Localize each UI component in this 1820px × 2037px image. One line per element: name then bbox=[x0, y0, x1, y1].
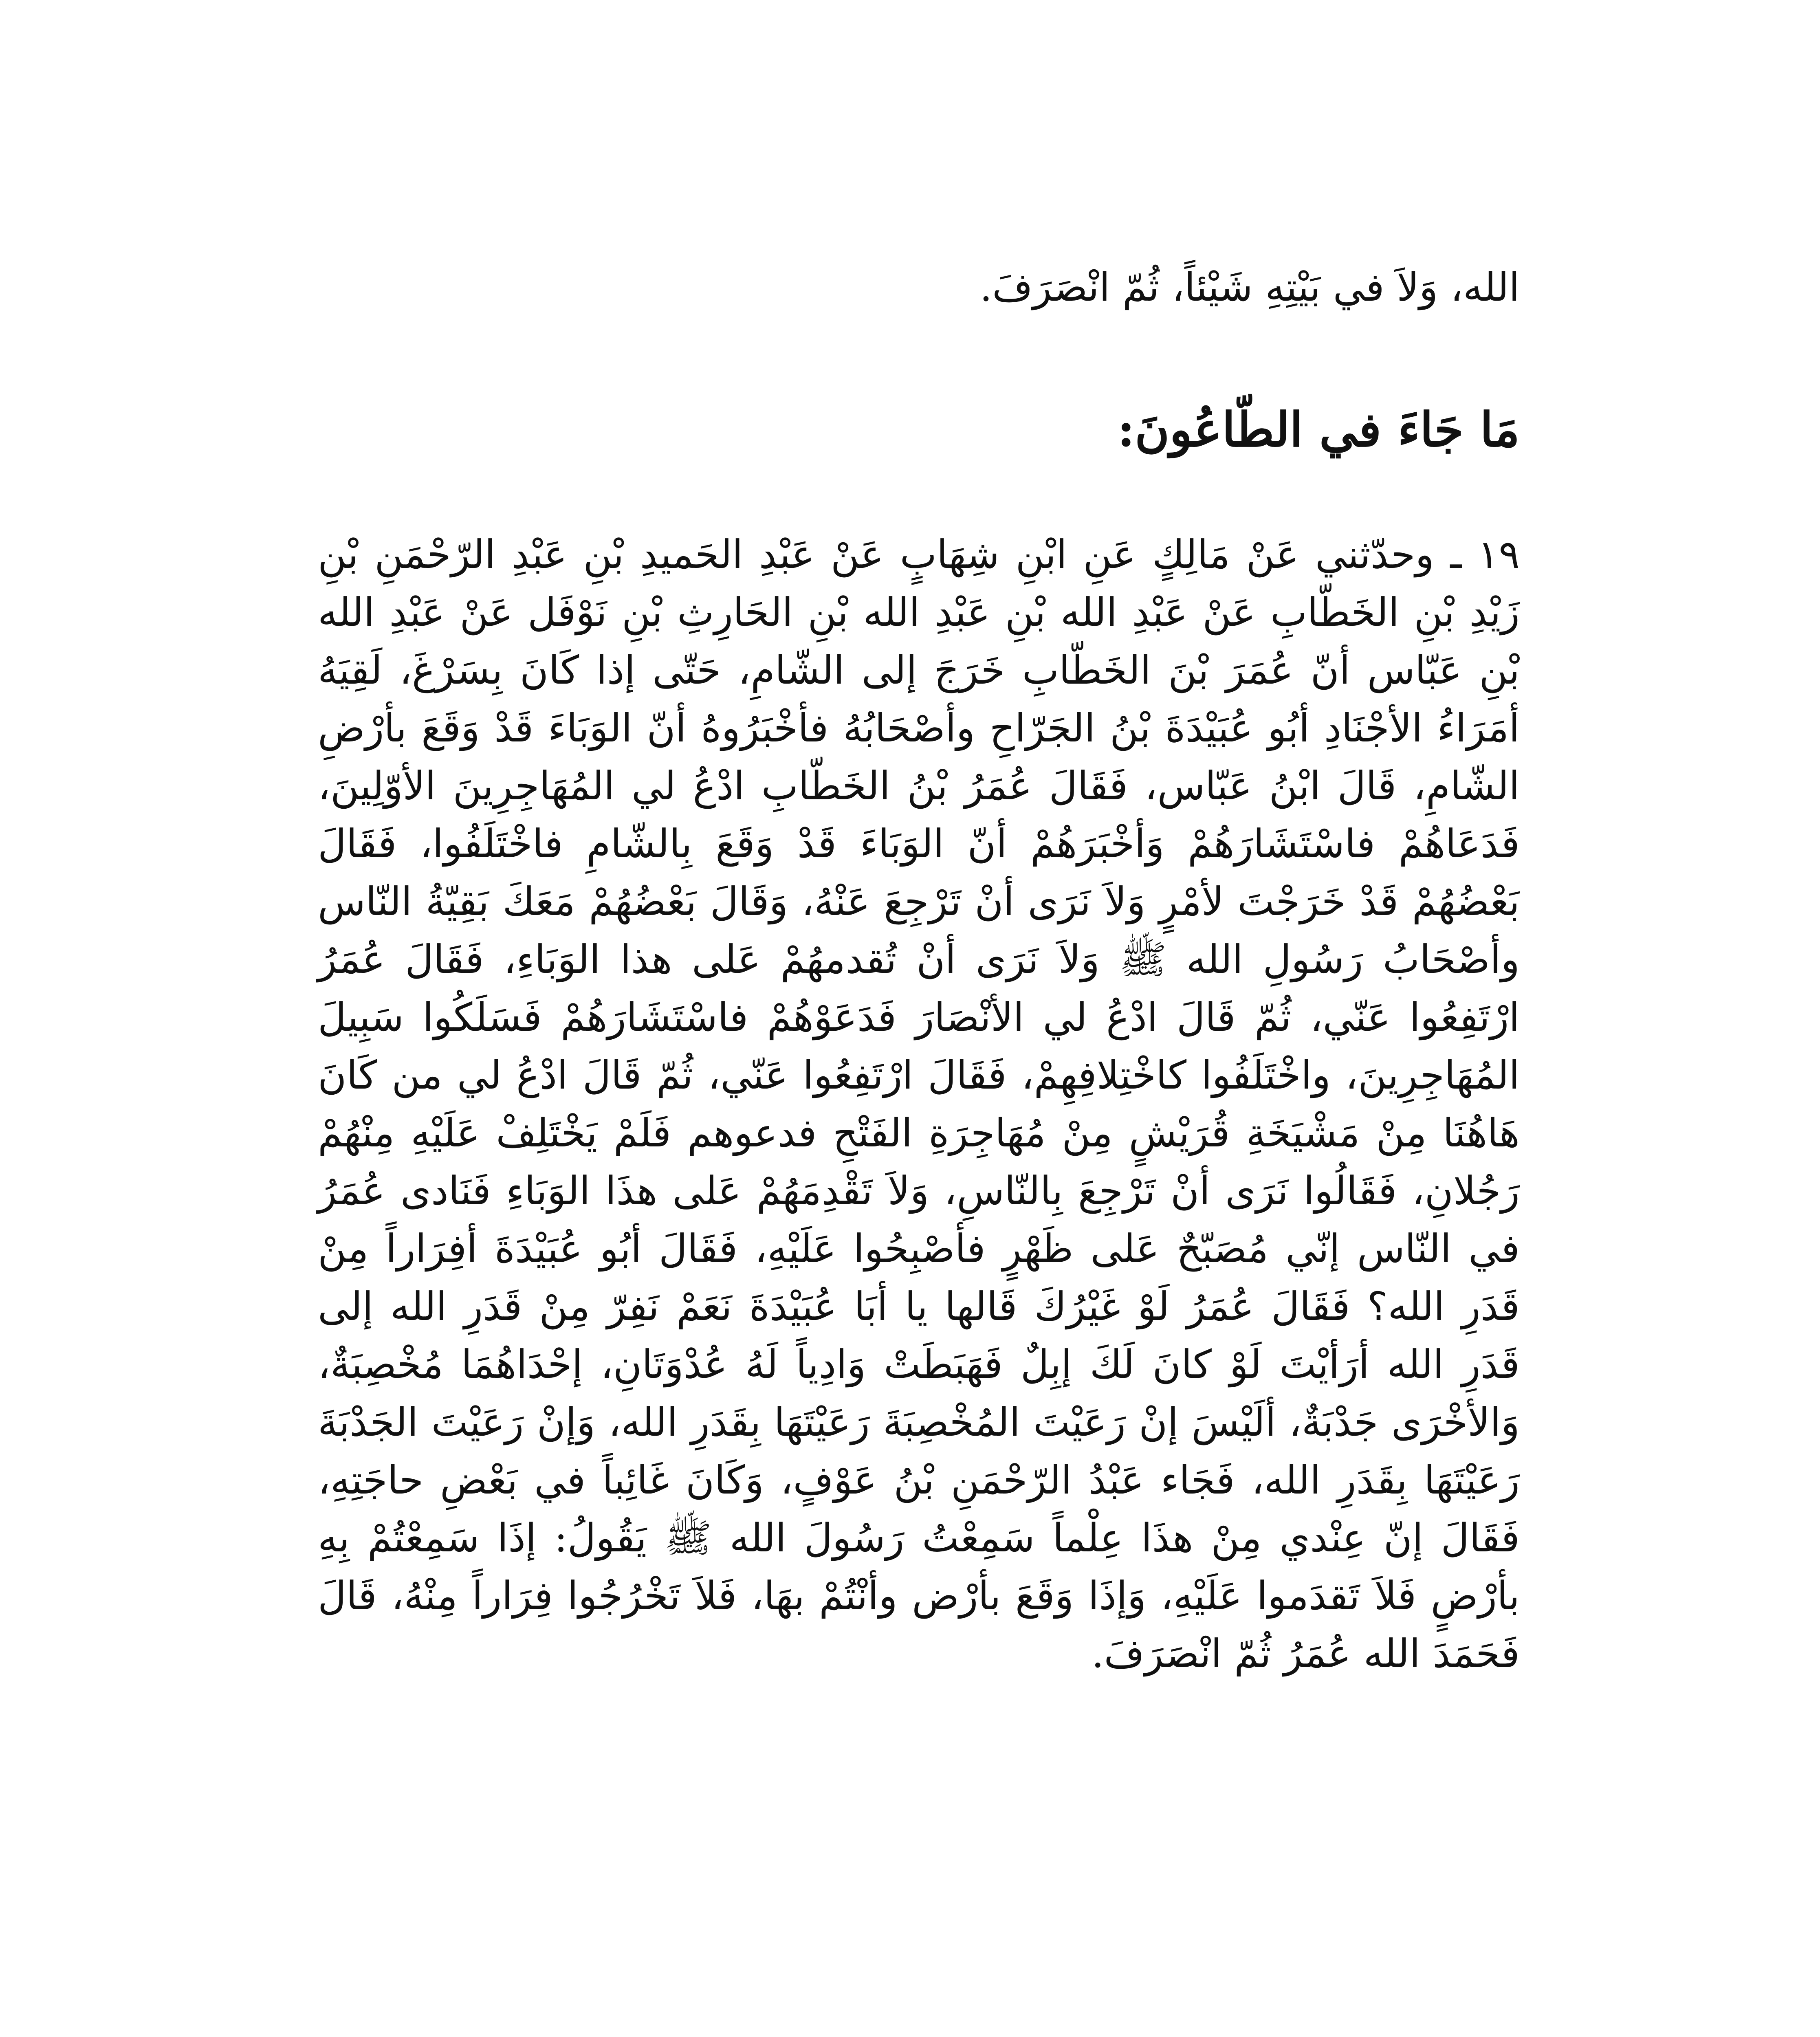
section-heading: مَا جَاءَ في الطّاعُونَ: bbox=[1117, 402, 1520, 458]
continuation-line: الله، وَلاَ في بَيْتِهِ شَيْئاً، ثُمّ انْصَرَفَ. bbox=[979, 264, 1520, 310]
hadith-paragraph: ١٩ ـ وحدّثني عَنْ مَالِكٍ عَنِ ابْنِ شِهَابٍ عَنْ عَبْدِ الحَميدِ بْنِ عَبْدِ الرّحْمَنِ بْنِ زَيْدِ بْنِ الخَطّابِ عَنْ عَبْدِ الله بْنِ عَبْدِ الله بْنِ الحَارِثِ بْنِ نَوْفَل عَنْ عَبْدِ الله بْنِ عَبّاس أنّ عُمَرَ بْنَ الخَطّابِ خَرَجَ إلى الشّامِ، حَتّى إذا كَانَ بِسَرْغَ، لَقِيَهُ أمَرَاءُ الأجْنَادِ أبُو عُبَيْدَةَ بْنُ الجَرّاحِ وأصْحَابُهُ فأخْبَرُوهُ أنّ الوَبَاءَ قَدْ وَقَعَ بأرْضِ الشّامِ، قَالَ ابْنُ عَبّاس، فَقَالَ عُمَرُ بْنُ الخَطّابِ ادْعُ لي المُهَاجِرِينَ الأوّلِينَ، فَدَعَاهُمْ فاسْتَشَارَهُمْ وَأخْبَرَهُمْ أنّ الوَبَاءَ قَدْ وَقَعَ بِالشّامِ فاخْتَلَفُوا، فَقَالَ بَعْضُهُمْ قَدْ خَرَجْتَ لأمْرٍ وَلاَ نَرَى أنْ تَرْجِعَ عَنْهُ، وَقَالَ بَعْضُهُمْ مَعَكَ بَقِيّةُ النّاس وأصْحَابُ رَسُولِ الله ﷺ وَلاَ نَرَى أنْ تُقدمهُمْ عَلى هذا الوَبَاءِ، فَقَالَ عُمَرُ ارْتَفِعُوا عَنّي، ثُمّ قَالَ ادْعُ لي الأنْصَارَ فَدَعَوْهُمْ فاسْتَشَارَهُمْ فَسَلَكُوا سَبِيلَ المُهَاجِرِينَ، واخْتَلَفُوا كاخْتِلافِهِمْ، فَقَالَ ارْتَفِعُوا عَنّي، ثُمّ قَالَ ادْعُ لي من كَانَ هَاهُنَا مِنْ مَشْيَخَةِ قُرَيْشٍ مِنْ مُهَاجِرَةِ الفَتْحِ فدعوهم فَلَمْ يَخْتَلِفْ عَلَيْهِ مِنْهُمْ رَجُلانِ، فَقَالُوا نَرَى أنْ تَرْجِعَ بِالنّاسِ، وَلاَ تَقْدِمَهُمْ عَلى هذَا الوَبَاءِ فَنَادى عُمَرُ في النّاس إنّي مُصَبّحٌ عَلى ظَهْرٍ فأصْبِحُوا عَلَيْهِ، فَقَالَ أبُو عُبَيْدَةَ أفِرَاراً مِنْ قَدَرِ الله؟ فَقَالَ عُمَرُ لَوْ غَيْرُكَ قَالها يا أبَا عُبَيْدَةَ نَعَمْ نَفِرّ مِنْ قَدَرِ الله إلى قَدَرِ الله أرَأيْتَ لَوْ كانَ لَكَ إبِلٌ فَهَبَطَتْ وَادِياً لَهُ عُدْوَتَانِ، إحْدَاهُمَا مُخْصِبَةٌ، وَالأخْرَى جَدْبَةٌ، ألَيْسَ إنْ رَعَيْتَ المُخْصِبَةَ رَعَيْتَهَا بِقَدَرِ الله، وَإنْ رَعَيْتَ الجَدْبَةَ رَعَيْتَهَا بِقَدَرِ الله، فَجَاء عَبْدُ الرّحْمَنِ بْنُ عَوْفٍ، وَكَانَ غَائِباً في بَعْضِ حاجَتِهِ، فَقَالَ إنّ عِنْدي مِنْ هذَا عِلْماً سَمِعْتُ رَسُولَ الله ﷺ يَقُولُ: إذَا سَمِعْتُمْ بِهِ بأرْضٍ فَلاَ تَقدَموا عَلَيْهِ، وَإذَا وَقَعَ بأرْض وأنْتُمْ بهَا، فَلاَ تَخْرُجُوا فِرَاراً مِنْهُ، قَالَ فَحَمَدَ الله عُمَرُ ثُمّ انْصَرَفَ. bbox=[318, 532, 1520, 1676]
